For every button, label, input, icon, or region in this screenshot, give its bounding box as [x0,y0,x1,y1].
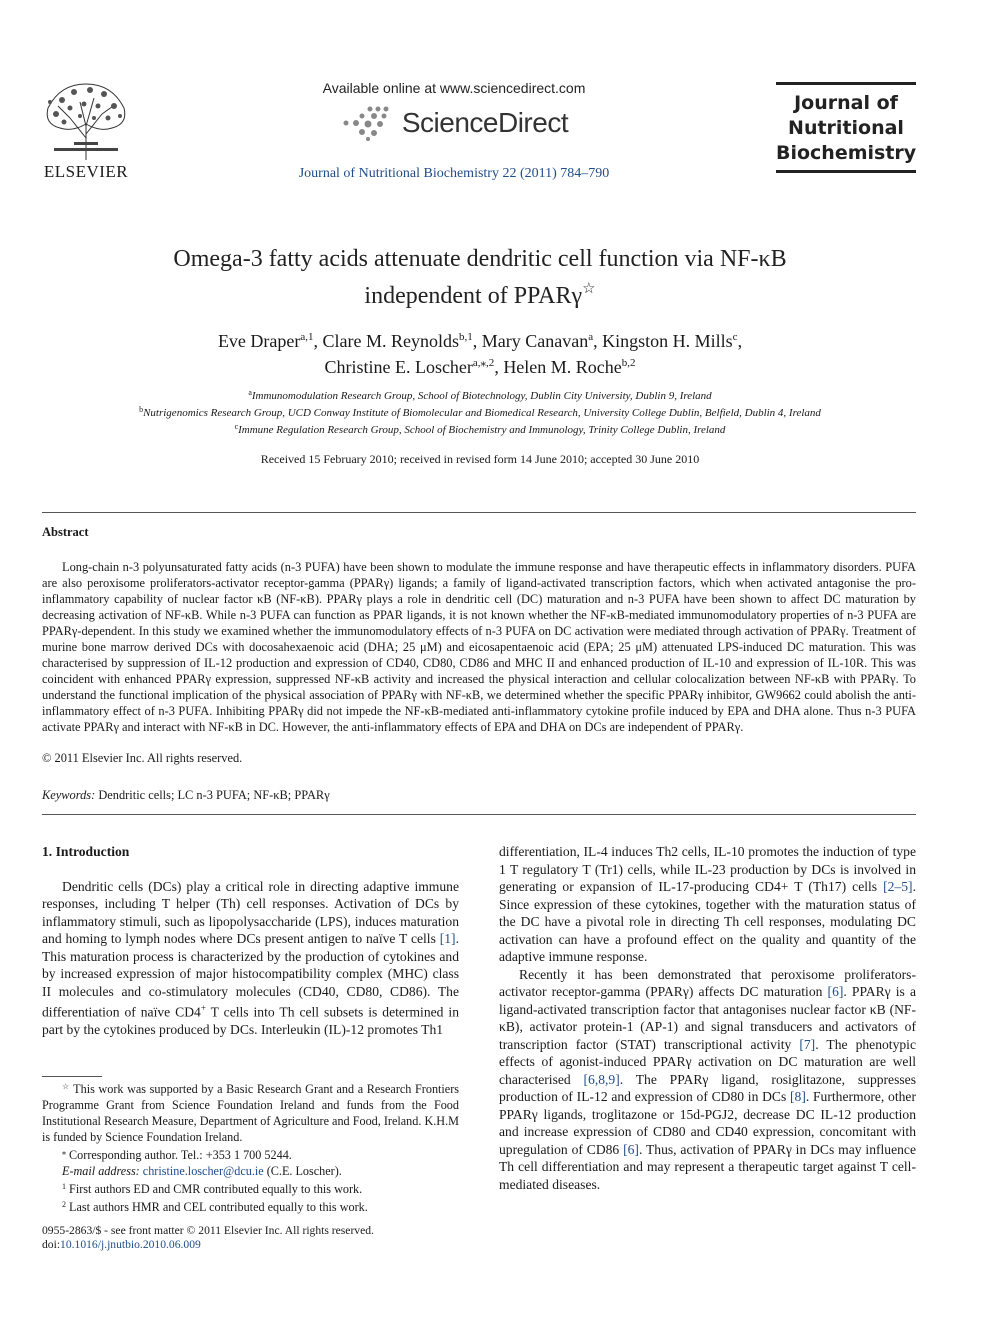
doi-line: doi:10.1016/j.jnutbio.2010.06.009 [42,1238,201,1251]
available-online[interactable]: Available online at www.sciencedirect.com [322,80,586,96]
journal-logo [776,82,916,182]
intro-paragraph-1: Dendritic cells (DCs) play a critical role in directing adaptive immune responses, including T helper (Th) cell responses. Activation of DCs by inflammatory stimuli, such as lipopolysaccharide (LPS), induces maturation and homing to lymph nodes where DCs present antigen to naïve T cells [1]. This maturation process is characterized by the production of cytokines and by increased expression of major histocompatibility complex (MHC) class II molecules and co-stimulatory molecules (CD40, CD80, CD86). The differentiation of naïve CD4+ T cells into Th cell subsets is determined in part by the cytokines produced by DCs. Interleukin (IL)-12 promotes Th1 [42,878,459,1038]
footnote-rule [42,1076,102,1077]
right-column [499,843,916,1193]
journal-reference[interactable]: Journal of Nutritional Biochemistry 22 (2011) 784–790 [298,166,610,181]
citation-link[interactable]: [1] [439,931,456,946]
citation-link[interactable]: [6,8,9] [583,1071,620,1087]
sciencedirect-logo [280,102,628,144]
author-name: Eve Draper [217,331,301,351]
affiliation-text: Immune Regulation Research Group, School of Biochemistry and Immunology, Trinity College Dublin, Ireland [238,424,726,436]
publisher-name: ELSEVIER [43,162,129,181]
elsevier-tree-icon [40,78,132,162]
footnote-2: $^2$ Last authors HMR and CEL contributed equally to this work. [62,1200,368,1214]
affiliation-mark: c [234,422,239,431]
abstract-copyright: © 2011 Elsevier Inc. All rights reserved. [42,751,243,765]
doi-link[interactable]: 10.1016/j.jnutbio.2010.06.009 [60,1238,201,1251]
authors-line-2: Christine E. Loscher$^{a,⁎,2}$, Helen M. Roche$^{b,2}$ [324,357,636,377]
affiliation-text: Nutrigenomics Research Group, UCD Conway Institute of Biomolecular and Biomedical Research, University College Dublin, Belfield, Dublin 4, Ireland [143,407,821,419]
affiliation-text: Immunomodulation Research Group, School of Biotechnology, Dublin City University, Dublin 9, Ireland [251,390,712,402]
elsevier-logo [40,78,132,182]
affiliation-line [60,386,900,403]
author-affiliation-mark[interactable]: a [588,331,594,343]
issn-line: 0955-2863/$ - see front matter © 2011 Elsevier Inc. All rights reserved. [42,1224,374,1237]
footnote-1: $^1$ First authors ED and CMR contributed equally to this work. [62,1182,363,1196]
citation-link[interactable]: [7] [799,1036,816,1052]
abstract-bottom-rule [42,814,916,815]
author-name: Christine E. Loscher [324,357,473,377]
affiliation-mark: a [248,388,252,397]
sciencedirect-wordmark: ScienceDirect [401,107,569,138]
title-line-1: Omega-3 fatty acids attenuate dendritic cell function via NF-κB [173,246,787,272]
citation-link[interactable]: [6] [827,984,844,999]
journal-logo-line: Biochemistry [776,142,917,164]
affiliations [60,386,900,437]
abstract-top-rule [42,512,916,513]
journal-logo-line: Journal of [794,92,898,114]
abstract-heading: Abstract [42,525,89,539]
title-footnote-mark[interactable]: ☆ [582,281,596,297]
section-heading-introduction: 1. Introduction [42,844,130,859]
journal-logo-bottom-bar [776,170,916,173]
authors-line-1: Eve Draper$^{a,1}$, Clare M. Reynolds$^{b,1}$, Mary Canavan$^a$, Kingston H. Mills$^c$, [217,331,743,351]
intro-paragraph-1-continued: differentiation, IL-4 induces Th2 cells, IL-10 promotes the induction of type 1 T regulatory T (Tr1) cells, while IL-23 production by DCs is involved in generating or expansion of IL-17-producing CD4+ T (Th17) cells [2–5]. Since expression of these cytokines, together with the maturation status of the DC have a pivotal role in directing Th cell responses, modulating DC activation can have a profound effect on the quality and quantity of the adaptive immune response. [499,844,916,964]
affiliation-mark: b [139,405,144,414]
author-name: Mary Canavan [481,331,589,351]
affiliation-line [60,420,900,437]
sciencedirect-dots-icon [340,105,394,141]
author-affiliation-mark[interactable]: b,2 [621,357,636,369]
affiliation-line [60,403,900,420]
sciencedirect-block [280,80,628,182]
citation-link[interactable]: [2–5] [883,879,913,894]
author-affiliation-mark[interactable]: c [732,331,738,343]
article-title [60,244,900,311]
footnotes [42,1079,459,1215]
journal-logo-title [776,85,916,170]
keywords: Keywords: Dendritic cells; LC n-3 PUFA; NF-κB; PPARγ [42,788,330,802]
abstract-body: Long-chain n-3 polyunsaturated fatty acids (n-3 PUFA) have been shown to modulate the immune response and have therapeutic effects in inflammatory disorders. PUFA are also peroxisome proliferators-activator receptor-gamma (PPARγ) ligands; a family of ligand-activated transcription factors, which when activated antagonise the pro-inflammatory capability of nuclear factor κB (NF-κB). PPARγ plays a role in dendritic cell (DC) maturation and n-3 PUFA have been shown to affect DC maturation by decreasing activation of NF-κB. While n-3 PUFA can function as PPAR ligands, it is not known whether the NF-κB-mediated immunomodulatory properties of n-3 PUFA are PPARγ-dependent. In this study we examined whether the immunomodulatory effects of n-3 PUFA on DC activation were mediated through activation of PPARγ. Treatment of murine bone marrow derived DCs with docosahexaenoic acid (DHA; 25 μM) and eicosapentaenoic acid (EPA; 25 μM) attenuated LPS-induced DC maturation. This was characterised by suppression of IL-12 production and expression of CD40, CD80, CD86 and MHC II and enhanced production of IL-10 and expression of IL-10R. This was coincident with enhanced PPARγ expression, suppressed NF-κB activity and increased the physical interaction and cellular colocalization between NF-κB with PPARγ. To understand the functional implication of the physical association of PPARγ with NF-κB, we determined whether the specific PPARγ inhibitor, GW9662 could abolish the anti-inflammatory effect of n-3 PUFA. Inhibiting PPARγ did not impede the NF-κB-mediated anti-inflammatory cytokine profile induced by EPA and DHA alone. Thus n-3 PUFA activate PPARγ and interact with NF-κB in DC. However, the anti-inflammatory effects of EPA and DHA on DCs are independent of PPARγ. [42,560,916,734]
author-affiliation-mark[interactable]: a,1 [300,331,314,343]
journal-logo-line: Nutritional [788,117,904,139]
email-footnote: E-mail address: christine.loscher@dcu.ie (C.E. Loscher). [62,1164,342,1178]
author-affiliation-mark[interactable]: b,1 [459,331,473,343]
author-name: Helen M. Roche [503,357,622,377]
citation-link[interactable]: [6] [623,1141,639,1157]
intro-paragraph-2: Recently it has been demonstrated that peroxisome proliferators-activator receptor-gamma (PPARγ) affects DC maturation [6]. PPARγ is a ligand-activated transcription factor that antagonises nuclear factor κB (NF-κB), activator protein-1 (AP-1) and signal transducers and activators of transcription factor (STAT) transcriptional activity [7]. The phenotypic effects of agonist-induced PPARγ activation on DC maturation are well characterised [6,8,9]. The PPARγ ligand, rosiglitazone, suppresses production of IL-12 and expression of CD80 in DCs [8]. Furthermore, other PPARγ ligands, troglitazone or 15d-PGJ2, decrease DC IL-12 production and increase expression of CD80 and CD40 expression, concomitant with upregulation of CD86 [6]. Thus, activation of PPARγ in DCs may influence Th cell differentiation and may represent a therapeutic target against T cell-mediated diseases. [499,966,916,1192]
funding-footnote: ☆ This work was supported by a Basic Research Grant and a Research Frontiers Programme Grant from Science Foundation Ireland and funds from the Food Institutional Research Measure, Department of Agriculture and Food, Ireland. K.H.M is funded by Science Foundation Ireland. [42,1082,460,1144]
author-name: Clare M. Reynolds [322,331,460,351]
email-link[interactable]: christine.loscher@dcu.ie [142,1164,264,1178]
bottom-info [42,1224,374,1252]
author-affiliation-mark[interactable]: a,⁎,2 [472,357,495,369]
title-line-2: independent of PPARγ☆ [364,281,596,309]
received-dates: Received 15 February 2010; received in revised form 14 June 2010; accepted 30 June 2010 [260,452,700,466]
corresponding-footnote: ⁎ Corresponding author. Tel.: +353 1 700 5244. [62,1148,292,1162]
left-column [42,843,459,1039]
superscript: + [200,1003,206,1013]
citation-link[interactable]: [8] [790,1089,806,1104]
author-list [60,326,900,378]
author-name: Kingston H. Mills [602,331,733,351]
